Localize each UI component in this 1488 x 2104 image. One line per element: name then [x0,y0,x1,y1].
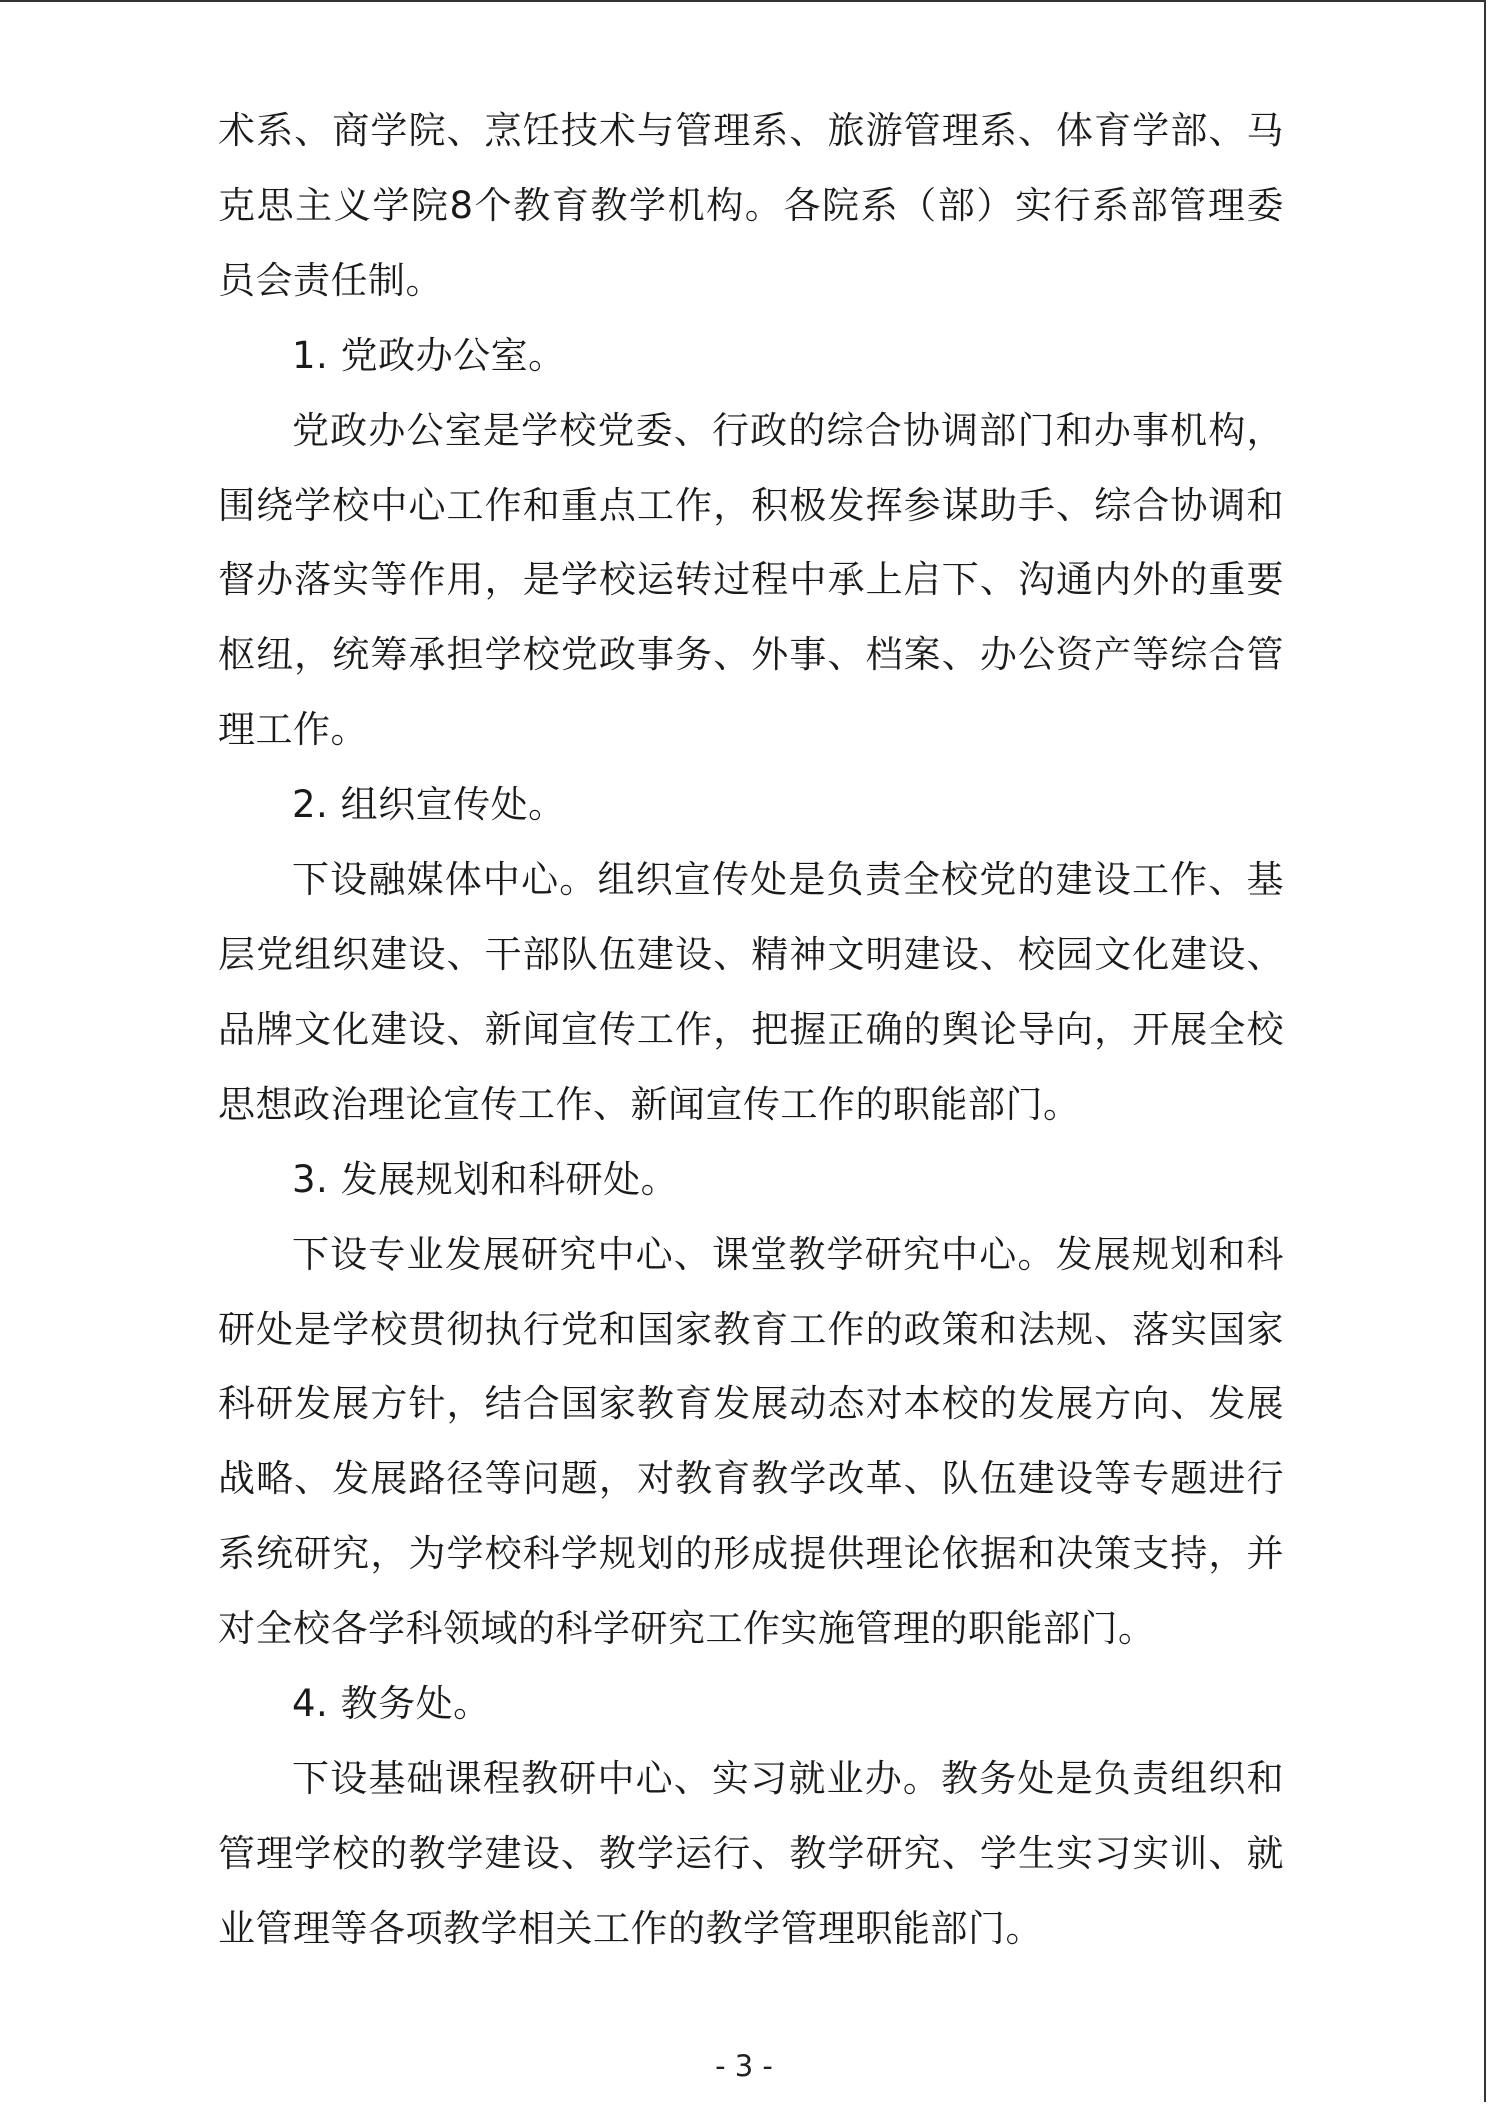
paragraph-intro-continuation: 术系、商学院、烹饪技术与管理系、旅游管理系、体育学部、马克思主义学院8个教育教学机构。各院系（部）实行系部管理委员会责任制。 [218,109,1284,302]
paragraph-party-office: 党政办公室是学校党委、行政的综合协调部门和办事机构，围绕学校中心工作和重点工作，积极发挥参谋助手、综合协调和督办落实等作用，是学校运转过程中承上启下、沟通内外的重要枢纽，统筹承担学校党政事务、外事、档案、办公资产等综合管理工作。 [218,408,1284,752]
section-heading-party-office: 1. 党政办公室。 [292,333,566,377]
section-heading-academic-affairs: 4. 教务处。 [292,1682,491,1726]
document-body [218,94,1284,1967]
section-heading-planning-research: 3. 发展规划和科研处。 [292,1157,679,1201]
paragraph-organization-publicity: 下设融媒体中心。组织宣传处是负责全校党的建设工作、基层党组织建设、干部队伍建设、精神文明建设、校园文化建设、品牌文化建设、新闻宣传工作，把握正确的舆论导向，开展全校思想政治理论宣传工作、新闻宣传工作的职能部门。 [218,858,1284,1126]
section-heading-organization-publicity: 2. 组织宣传处。 [292,783,566,827]
paragraph-planning-research: 下设专业发展研究中心、课堂教学研究中心。发展规划和科研处是学校贯彻执行党和国家教育工作的政策和法规、落实国家科研发展方针，结合国家教育发展动态对本校的发展方向、发展战略、发展路径等问题，对教育教学改革、队伍建设等专题进行系统研究，为学校科学规划的形成提供理论依据和决策支持，并对全校各学科领域的科学研究工作实施管理的职能部门。 [218,1232,1284,1651]
paragraph-academic-affairs: 下设基础课程教研中心、实习就业办。教务处是负责组织和管理学校的教学建设、教学运行、教学研究、学生实习实训、就业管理等各项教学相关工作的教学管理职能部门。 [218,1756,1284,1950]
page-number: - 3 - [715,2049,773,2083]
